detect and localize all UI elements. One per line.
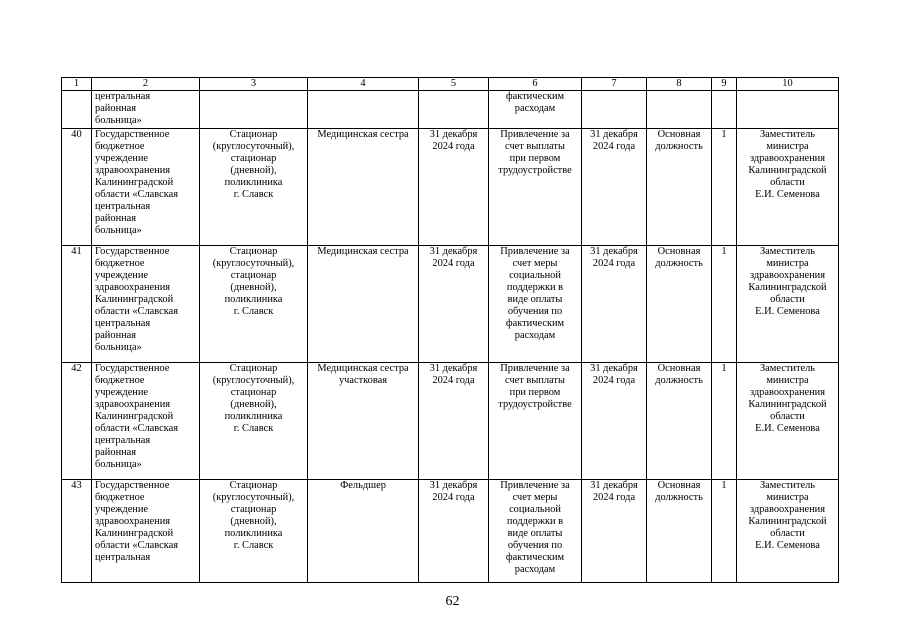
cell-position: Медицинская сестра участковая	[308, 363, 419, 480]
column-number-row	[62, 78, 839, 91]
page-number: 62	[445, 594, 460, 609]
table-row	[62, 246, 839, 363]
cell-position: Медицинская сестра	[308, 246, 419, 363]
cell-date: 31 декабря 2024 года	[582, 246, 647, 363]
cell-date: 31 декабря 2024 года	[582, 129, 647, 246]
cell-approver: Заместитель министра здравоохранения Калининградской области Е.И. Семенова	[737, 129, 839, 246]
cell-funding: Привлечение за счет выплаты при первом трудоустройстве	[489, 129, 582, 246]
column-number: 10	[737, 78, 839, 91]
column-number: 7	[582, 78, 647, 91]
cell-position: Фельдшер	[308, 480, 419, 583]
cell-approver: Заместитель министра здравоохранения Калининградской области Е.И. Семенова	[737, 480, 839, 583]
column-number: 4	[308, 78, 419, 91]
cell-unit: Стационар (круглосуточный), стационар (дневной), поликлиника г. Славск	[200, 129, 308, 246]
cell-count: 1	[712, 246, 737, 363]
cell-deadline: 31 декабря 2024 года	[419, 246, 489, 363]
cell-deadline: 31 декабря 2024 года	[419, 363, 489, 480]
cell-organization: Государственное бюджетное учреждение здравоохранения Калининградской области «Славская центральная районная больница»	[92, 246, 200, 363]
cell-position	[308, 91, 419, 129]
cell-approver: Заместитель министра здравоохранения Калининградской области Е.И. Семенова	[737, 363, 839, 480]
cell-num: 40	[62, 129, 92, 246]
cell-deadline	[419, 91, 489, 129]
vacancy-table	[61, 77, 839, 583]
cell-organization: Государственное бюджетное учреждение здравоохранения Калининградской области «Славская центральная районная больница»	[92, 363, 200, 480]
column-number: 8	[647, 78, 712, 91]
cell-type: Основная должность	[647, 246, 712, 363]
cell-funding: фактическим расходам	[489, 91, 582, 129]
cell-approver	[737, 91, 839, 129]
cell-count	[712, 91, 737, 129]
cell-funding: Привлечение за счет меры социальной поддержки в виде оплаты обучения по фактическим расходам	[489, 480, 582, 583]
column-number: 5	[419, 78, 489, 91]
column-number: 9	[712, 78, 737, 91]
cell-position: Медицинская сестра	[308, 129, 419, 246]
cell-deadline: 31 декабря 2024 года	[419, 129, 489, 246]
cell-funding: Привлечение за счет выплаты при первом трудоустройстве	[489, 363, 582, 480]
cell-count: 1	[712, 480, 737, 583]
table-row	[62, 480, 839, 583]
cell-deadline: 31 декабря 2024 года	[419, 480, 489, 583]
continuation-row	[62, 91, 839, 129]
cell-type: Основная должность	[647, 363, 712, 480]
column-number: 3	[200, 78, 308, 91]
cell-num	[62, 91, 92, 129]
column-number: 6	[489, 78, 582, 91]
cell-num: 43	[62, 480, 92, 583]
cell-type: Основная должность	[647, 129, 712, 246]
cell-organization: центральная районная больница»	[92, 91, 200, 129]
cell-date: 31 декабря 2024 года	[582, 480, 647, 583]
cell-num: 41	[62, 246, 92, 363]
cell-count: 1	[712, 129, 737, 246]
cell-approver: Заместитель министра здравоохранения Калининградской области Е.И. Семенова	[737, 246, 839, 363]
column-number: 2	[92, 78, 200, 91]
cell-organization: Государственное бюджетное учреждение здравоохранения Калининградской области «Славская центральная районная больница»	[92, 129, 200, 246]
cell-type: Основная должность	[647, 480, 712, 583]
cell-type	[647, 91, 712, 129]
table-row	[62, 129, 839, 246]
cell-organization: Государственное бюджетное учреждение здравоохранения Калининградской области «Славская центральная	[92, 480, 200, 583]
cell-date	[582, 91, 647, 129]
column-number: 1	[62, 78, 92, 91]
cell-date: 31 декабря 2024 года	[582, 363, 647, 480]
cell-unit	[200, 91, 308, 129]
cell-count: 1	[712, 363, 737, 480]
cell-num: 42	[62, 363, 92, 480]
table-row	[62, 363, 839, 480]
cell-unit: Стационар (круглосуточный), стационар (дневной), поликлиника г. Славск	[200, 246, 308, 363]
cell-unit: Стационар (круглосуточный), стационар (дневной), поликлиника г. Славск	[200, 480, 308, 583]
cell-funding: Привлечение за счет меры социальной поддержки в виде оплаты обучения по фактическим расходам	[489, 246, 582, 363]
cell-unit: Стационар (круглосуточный), стационар (дневной), поликлиника г. Славск	[200, 363, 308, 480]
